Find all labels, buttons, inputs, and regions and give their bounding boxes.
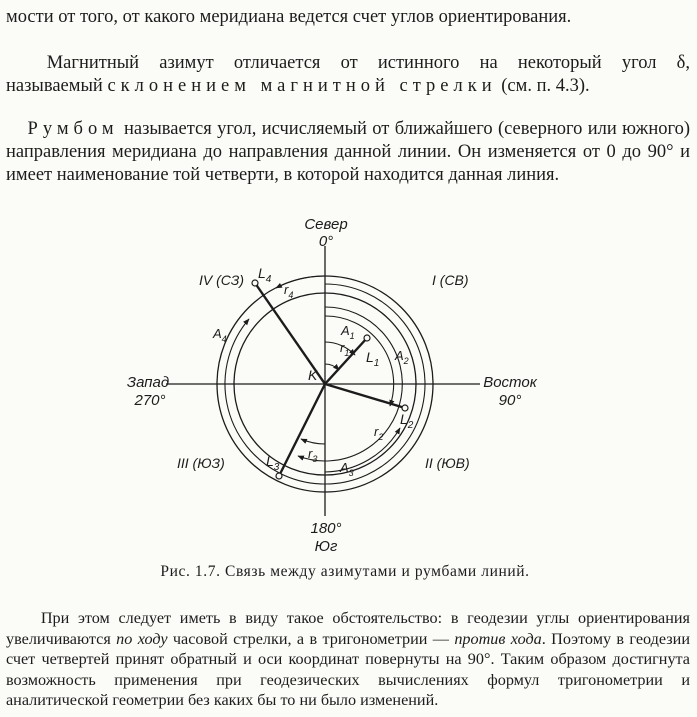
label-A2: $A_2$ (395, 348, 409, 366)
emphasis-clockwise: по ходу (116, 629, 168, 648)
label-r3: $r_3$ (308, 446, 318, 464)
label-west-degrees: 270° (134, 392, 166, 409)
paragraph-text: Магнитный азимут отличается от истинного на некоторый угол δ, называемый (6, 53, 691, 96)
label-east-degrees: 90° (498, 392, 522, 409)
label-A4: $A_4$ (213, 326, 227, 344)
paragraph-quadrant-note (6, 608, 690, 711)
label-east: Восток (483, 374, 537, 391)
line-K-L3 (279, 384, 325, 476)
label-south-degrees: 180° (310, 520, 342, 537)
label-r1: $r_1$ (340, 340, 350, 358)
label-quadrant-4: IV (СЗ) (199, 272, 244, 288)
line-K-L1 (325, 338, 367, 384)
label-L2: $L_2$ (400, 411, 414, 431)
arc-r3 (301, 439, 325, 444)
label-center-K: K (308, 367, 318, 383)
label-quadrant-1: I (СВ) (432, 272, 469, 288)
paragraph-text: (см. п. 4.3). (501, 76, 590, 96)
point-L1 (364, 335, 370, 341)
paragraph-continuation (6, 6, 690, 29)
arc-A2 (325, 316, 394, 406)
paragraph-text: При этом следует иметь в виду такое обстоятельство: в геодезии углы ориентирования увеличиваются (6, 609, 691, 648)
label-r4: $r_4$ (284, 282, 294, 300)
label-quadrant-3: III (ЮЗ) (177, 455, 225, 471)
label-L4: $L_4$ (258, 265, 272, 285)
label-A1: $A_1$ (341, 323, 355, 341)
label-north-degrees: 0° (318, 233, 334, 250)
term-magnetic-declination: склонением магнитной стрелки (107, 76, 497, 96)
paragraph-text: . Поэтому в геодезии счет четвертей принят обратный и оси координат повернуты на 90°. Таким образом достигнута возможность применения при геодезических вычислениях формул тригонометрии и аналитической геометрии без каких бы то ни было изменений. (6, 629, 691, 709)
label-north: Север (304, 216, 348, 233)
label-quadrant-2: II (ЮВ) (425, 455, 470, 471)
label-L3: $L_3$ (266, 453, 280, 473)
paragraph-rhumb-definition (6, 118, 690, 187)
figure-caption: Рис. 1.7. Связь между азимутами и румбами линий. (160, 563, 530, 580)
term-rhumb: Румбом (27, 119, 119, 139)
azimuth-rhumb-diagram (112, 210, 582, 560)
arc-r2 (325, 428, 400, 472)
label-west: Запад (126, 374, 170, 391)
paragraph-text: называется угол, исчисляемый от ближайшего (северного или южного) направления меридиана до направления данной линии. Он изменяется от 0 до 90° и имеет наименование той четверти, в которой находится данная линия. (6, 119, 691, 185)
label-L1: $L_1$ (366, 349, 380, 369)
label-A3: $A_3$ (340, 460, 354, 478)
arc-r1 (325, 364, 339, 370)
paragraph-text: мости от того, от какого меридиана ведется счет углов ориентирования. (6, 7, 572, 27)
label-south: Юг (314, 538, 338, 555)
paragraph-magnetic-azimuth (6, 52, 690, 98)
emphasis-counterclockwise: против хода (454, 629, 542, 648)
paragraph-text: часовой стрелки, а в тригонометрии — (172, 629, 449, 648)
label-r2: $r_2$ (374, 424, 384, 442)
point-L3 (276, 473, 282, 479)
